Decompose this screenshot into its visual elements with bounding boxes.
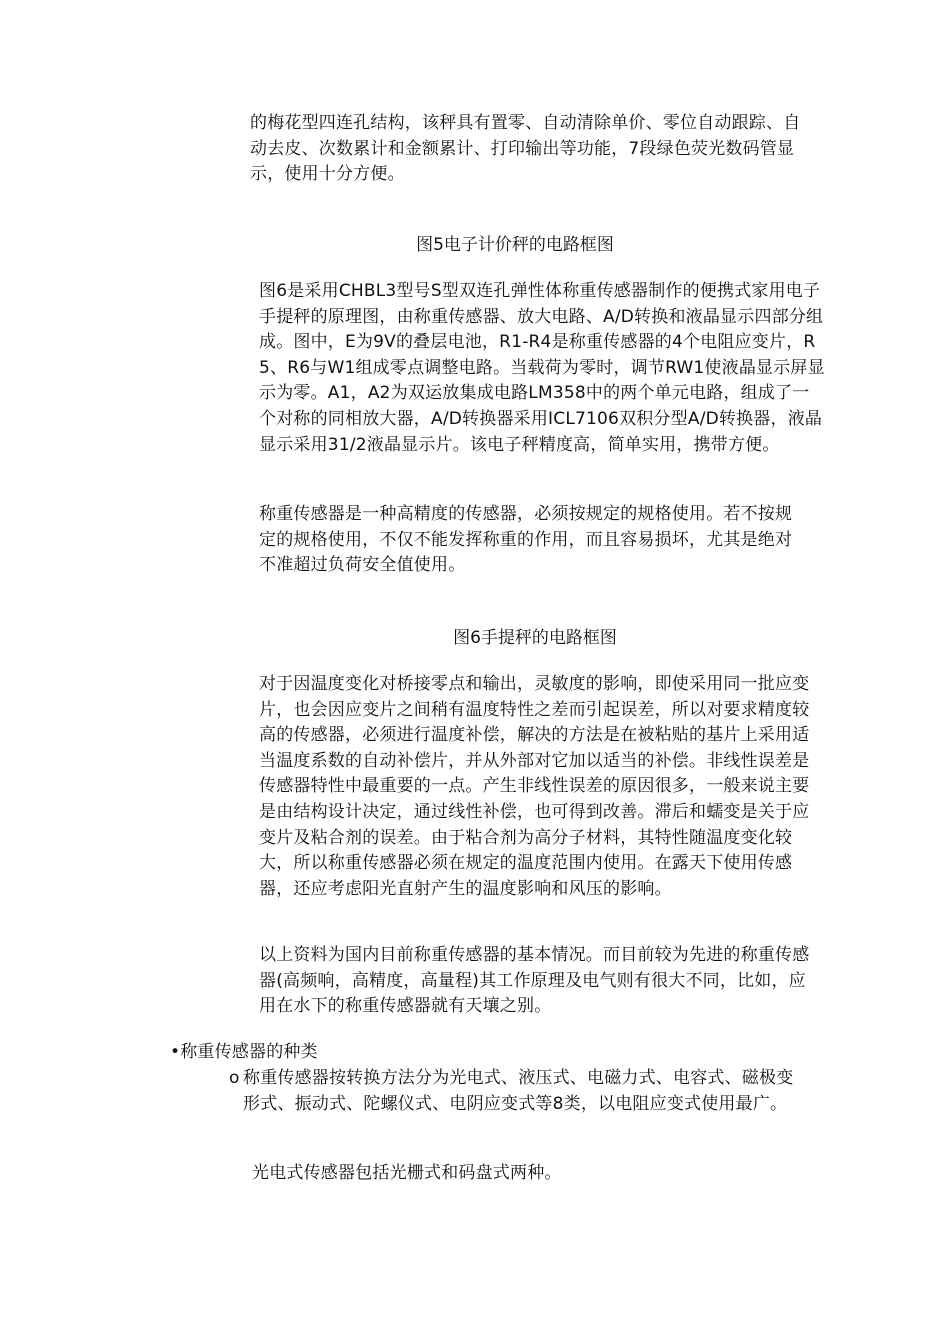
paragraph-structure-features: 的梅花型四连孔结构，该秤具有置零、自动清除单价、零位自动跟踪、自动去皮、次数累计和金额累计、打印输出等功能，7段绿色荧光数码管显示，使用十分方便。 bbox=[250, 113, 801, 185]
paragraph-temperature-compensation: 对于因温度变化对桥接零点和输出，灵敏度的影响，即使采用同一批应变片，也会因应变片之间稍有温度特性之差而引起误差，所以对要求精度较高的传感器，必须进行温度补偿，解决的方法是在被粘贴的基片上采用适当温度系数的自动补偿片，并从外部对它加以适当的补偿。非线性误差是传感器特性中最重要的一点。产生非线性误差的原因很多，一般来说主要是由结构设计决定，通过线性补偿，也可得到改善。滞后和蠕变是关于应变片及粘合剂的误差。由于粘合剂为高分子材料，其特性随温度变化较大，所以称重传感器必须在规定的温度范围内使用。在露天下使用传感器，还应考虑阳光直射产生的温度影响和风压的影响。 bbox=[259, 674, 810, 899]
bullet-list-item bbox=[170, 1040, 570, 1066]
paragraph-figure-6-description: 图6是采用CHBL3型号S型双连孔弹性体称重传感器制作的便携式家用电子手提秤的原理图，由称重传感器、放大电路、A/D转换和液晶显示四部分组成。图中，E为9V的叠层电池，R1-R4是称重传感器的4个电阻应变片，R5、R6与W1组成零点调整电路。当载荷为零时，调节RW1使液晶显示屏显示为零。A1，A2为双运放集成电路LM358中的两个单元电路，组成了一个对称的同相放大器，A/D转换器采用ICL7106双积分型A/D转换器，液晶显示采用31/2液晶显示片。该电子秤精度高，简单实用，携带方便。 bbox=[259, 281, 825, 455]
paragraph-photoelectric: 光电式传感器包括光栅式和码盘式两种。 bbox=[252, 1163, 562, 1183]
sub-list-text: 称重传感器按转换方法分为光电式、液压式、电磁力式、电容式、磁极变形式、振动式、陀螺仪式、电阴应变式等8类，以电阻应变式使用最广。 bbox=[243, 1068, 794, 1114]
paragraph-summary: 以上资料为国内目前称重传感器的基本情况。而目前较为先进的称重传感器(高频响，高精度，高量程)其工作原理及电气则有很大不同，比如，应用在水下的称重传感器就有天壤之别。 bbox=[259, 945, 810, 1017]
figure-6-caption: 图6手提秤的电路框图 bbox=[453, 628, 617, 648]
bullet-title: 称重传感器的种类 bbox=[180, 1042, 318, 1062]
figure-5-caption: 图5电子计价秤的电路框图 bbox=[416, 235, 614, 255]
bullet-marker: • bbox=[170, 1042, 181, 1062]
sub-list-marker: o bbox=[229, 1068, 240, 1088]
paragraph-usage-rules: 称重传感器是一种高精度的传感器，必须按规定的规格使用。若不按规定的规格使用，不仅不能发挥称重的作用，而且容易损坏，尤其是绝对不准超过负荷安全值使用。 bbox=[259, 504, 793, 576]
